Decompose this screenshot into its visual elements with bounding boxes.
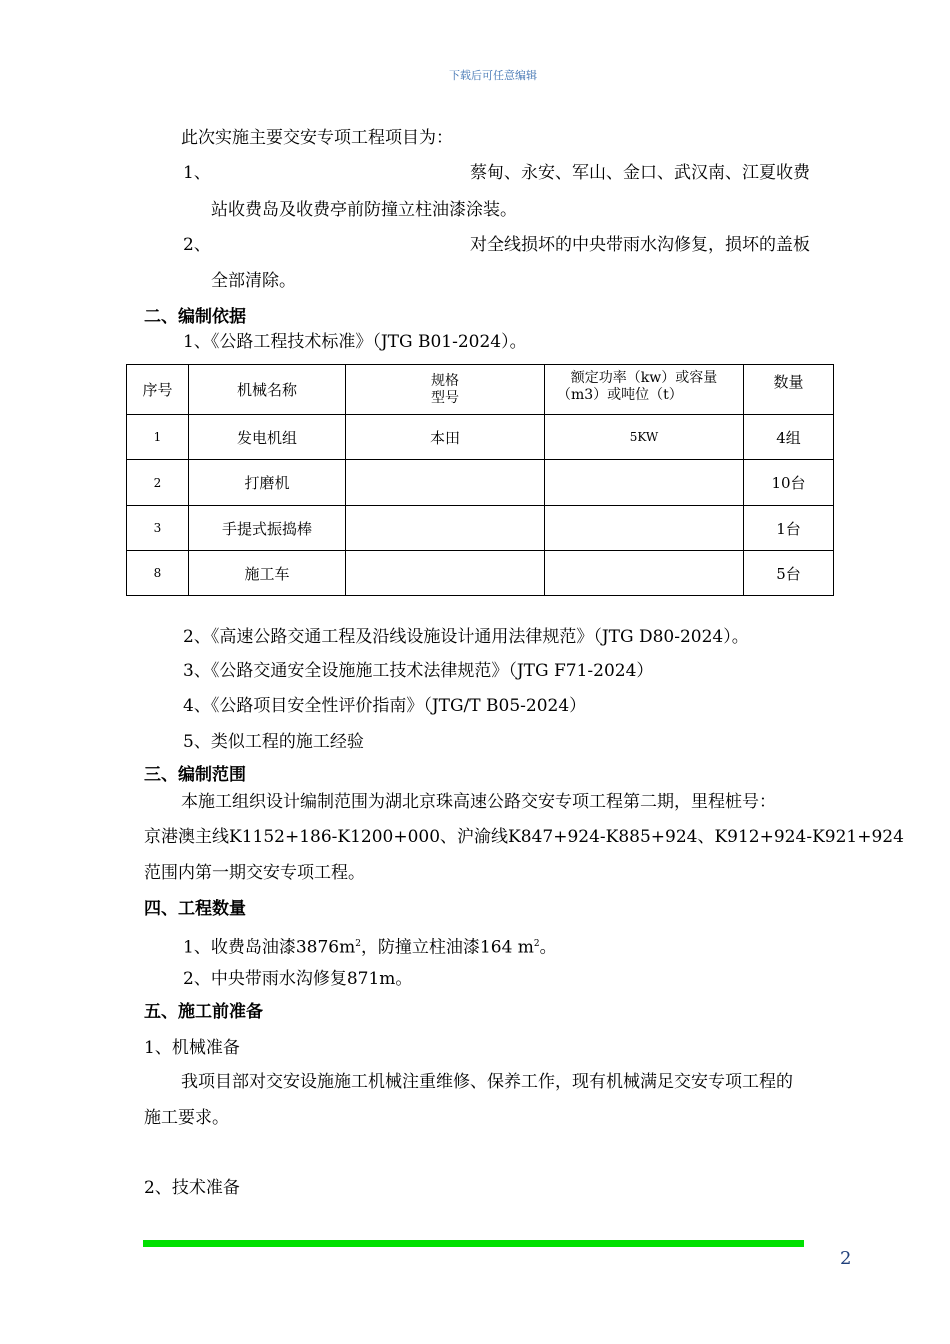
section3-heading: 三、编制范围 [144,765,246,785]
scope-line-2: 京港澳主线K1152+186-K1200+000、沪渝线K847+924-K885+924、K912+924-K921+924 [144,827,904,847]
intro-item2-text: 对全线损坏的中央带雨水沟修复，损坏的盖板 [470,235,810,255]
cell-qty: 4组 [744,415,834,460]
cell-qty: 5台 [744,551,834,596]
cell-spec [346,551,545,596]
table-header-row [127,365,834,415]
header-spec-line1: 规格 [431,372,459,389]
prep-machinery-para-cont: 施工要求。 [144,1108,229,1128]
cell-power [545,506,744,551]
cell-no: 1 [127,415,189,460]
quantity-1-part2: ，防撞立柱油漆164 m [360,937,534,958]
intro-item2-number: 2、 [183,235,211,255]
intro-lead: 此次实施主要交安专项工程项目为： [181,128,453,148]
intro-item1-cont: 站收费岛及收费亭前防撞立柱油漆涂装。 [211,200,517,220]
reference-3: 3、《公路交通安全设施施工技术法律规范》（JTG F71-2024） [183,661,654,681]
superscript: 2 [533,939,540,949]
header-qty: 数量 [744,365,834,415]
reference-1: 1、《公路工程技术标准》（JTG B01-2024）。 [183,332,527,352]
quantity-1-part3: 。 [539,937,557,958]
table-row [127,460,834,506]
cell-power [545,460,744,506]
cell-power [545,551,744,596]
cell-no: 8 [127,551,189,596]
cell-spec [346,460,545,506]
cell-name: 施工车 [189,551,346,596]
header-spec [346,365,545,415]
cell-name: 手提式振捣棒 [189,506,346,551]
cell-qty: 1台 [744,506,834,551]
quantity-1-part1: 1、收费岛油漆3876m [183,937,356,958]
header-name: 机械名称 [189,365,346,415]
header-note: 下载后可任意编辑 [449,69,537,82]
header-power [545,365,744,415]
header-spec-line2: 型号 [431,389,459,406]
scope-line-3: 范围内第一期交安专项工程。 [144,863,365,883]
cell-spec [346,506,545,551]
page-number: 2 [840,1248,852,1269]
table-row [127,415,834,460]
cell-no: 2 [127,460,189,506]
reference-2: 2、《高速公路交通工程及沿线设施设计通用法律规范》（JTG D80-2024）。 [183,627,749,647]
cell-qty: 10台 [744,460,834,506]
intro-item1-text: 蔡甸、永安、军山、金口、武汉南、江夏收费 [470,163,810,183]
reference-5: 5、类似工程的施工经验 [183,732,364,752]
superscript: 2 [355,939,361,949]
quantity-1 [183,933,557,959]
quantity-2: 2、中央带雨水沟修复871m。 [183,969,413,989]
cell-power: 5KW [545,415,744,460]
prep-machinery-para: 我项目部对交安设施施工机械注重维修、保养工作，现有机械满足交安专项工程的 [181,1072,793,1092]
intro-item1-number: 1、 [183,163,211,183]
cell-name: 打磨机 [189,460,346,506]
header-power-line1: 额定功率（kw）或容量 [570,370,718,386]
section2-heading: 二、编制依据 [144,307,246,327]
prep-machinery-heading: 1、机械准备 [144,1038,240,1058]
section5-heading: 五、施工前准备 [144,1002,263,1022]
machinery-table [126,364,834,596]
header-power-line2: （m3）或吨位（t） [557,387,683,403]
prep-technical-heading: 2、技术准备 [144,1178,240,1198]
header-no: 序号 [127,365,189,415]
cell-name: 发电机组 [189,415,346,460]
cell-spec: 本田 [346,415,545,460]
section4-heading: 四、工程数量 [144,899,246,919]
table-row [127,506,834,551]
scope-line-1: 本施工组织设计编制范围为湖北京珠高速公路交安专项工程第二期，里程桩号： [181,792,776,812]
reference-4: 4、《公路项目安全性评价指南》（JTG/T B05-2024） [183,696,587,716]
intro-item2-cont: 全部清除。 [211,271,296,291]
table-row [127,551,834,596]
footer-bar [143,1240,804,1247]
cell-no: 3 [127,506,189,551]
